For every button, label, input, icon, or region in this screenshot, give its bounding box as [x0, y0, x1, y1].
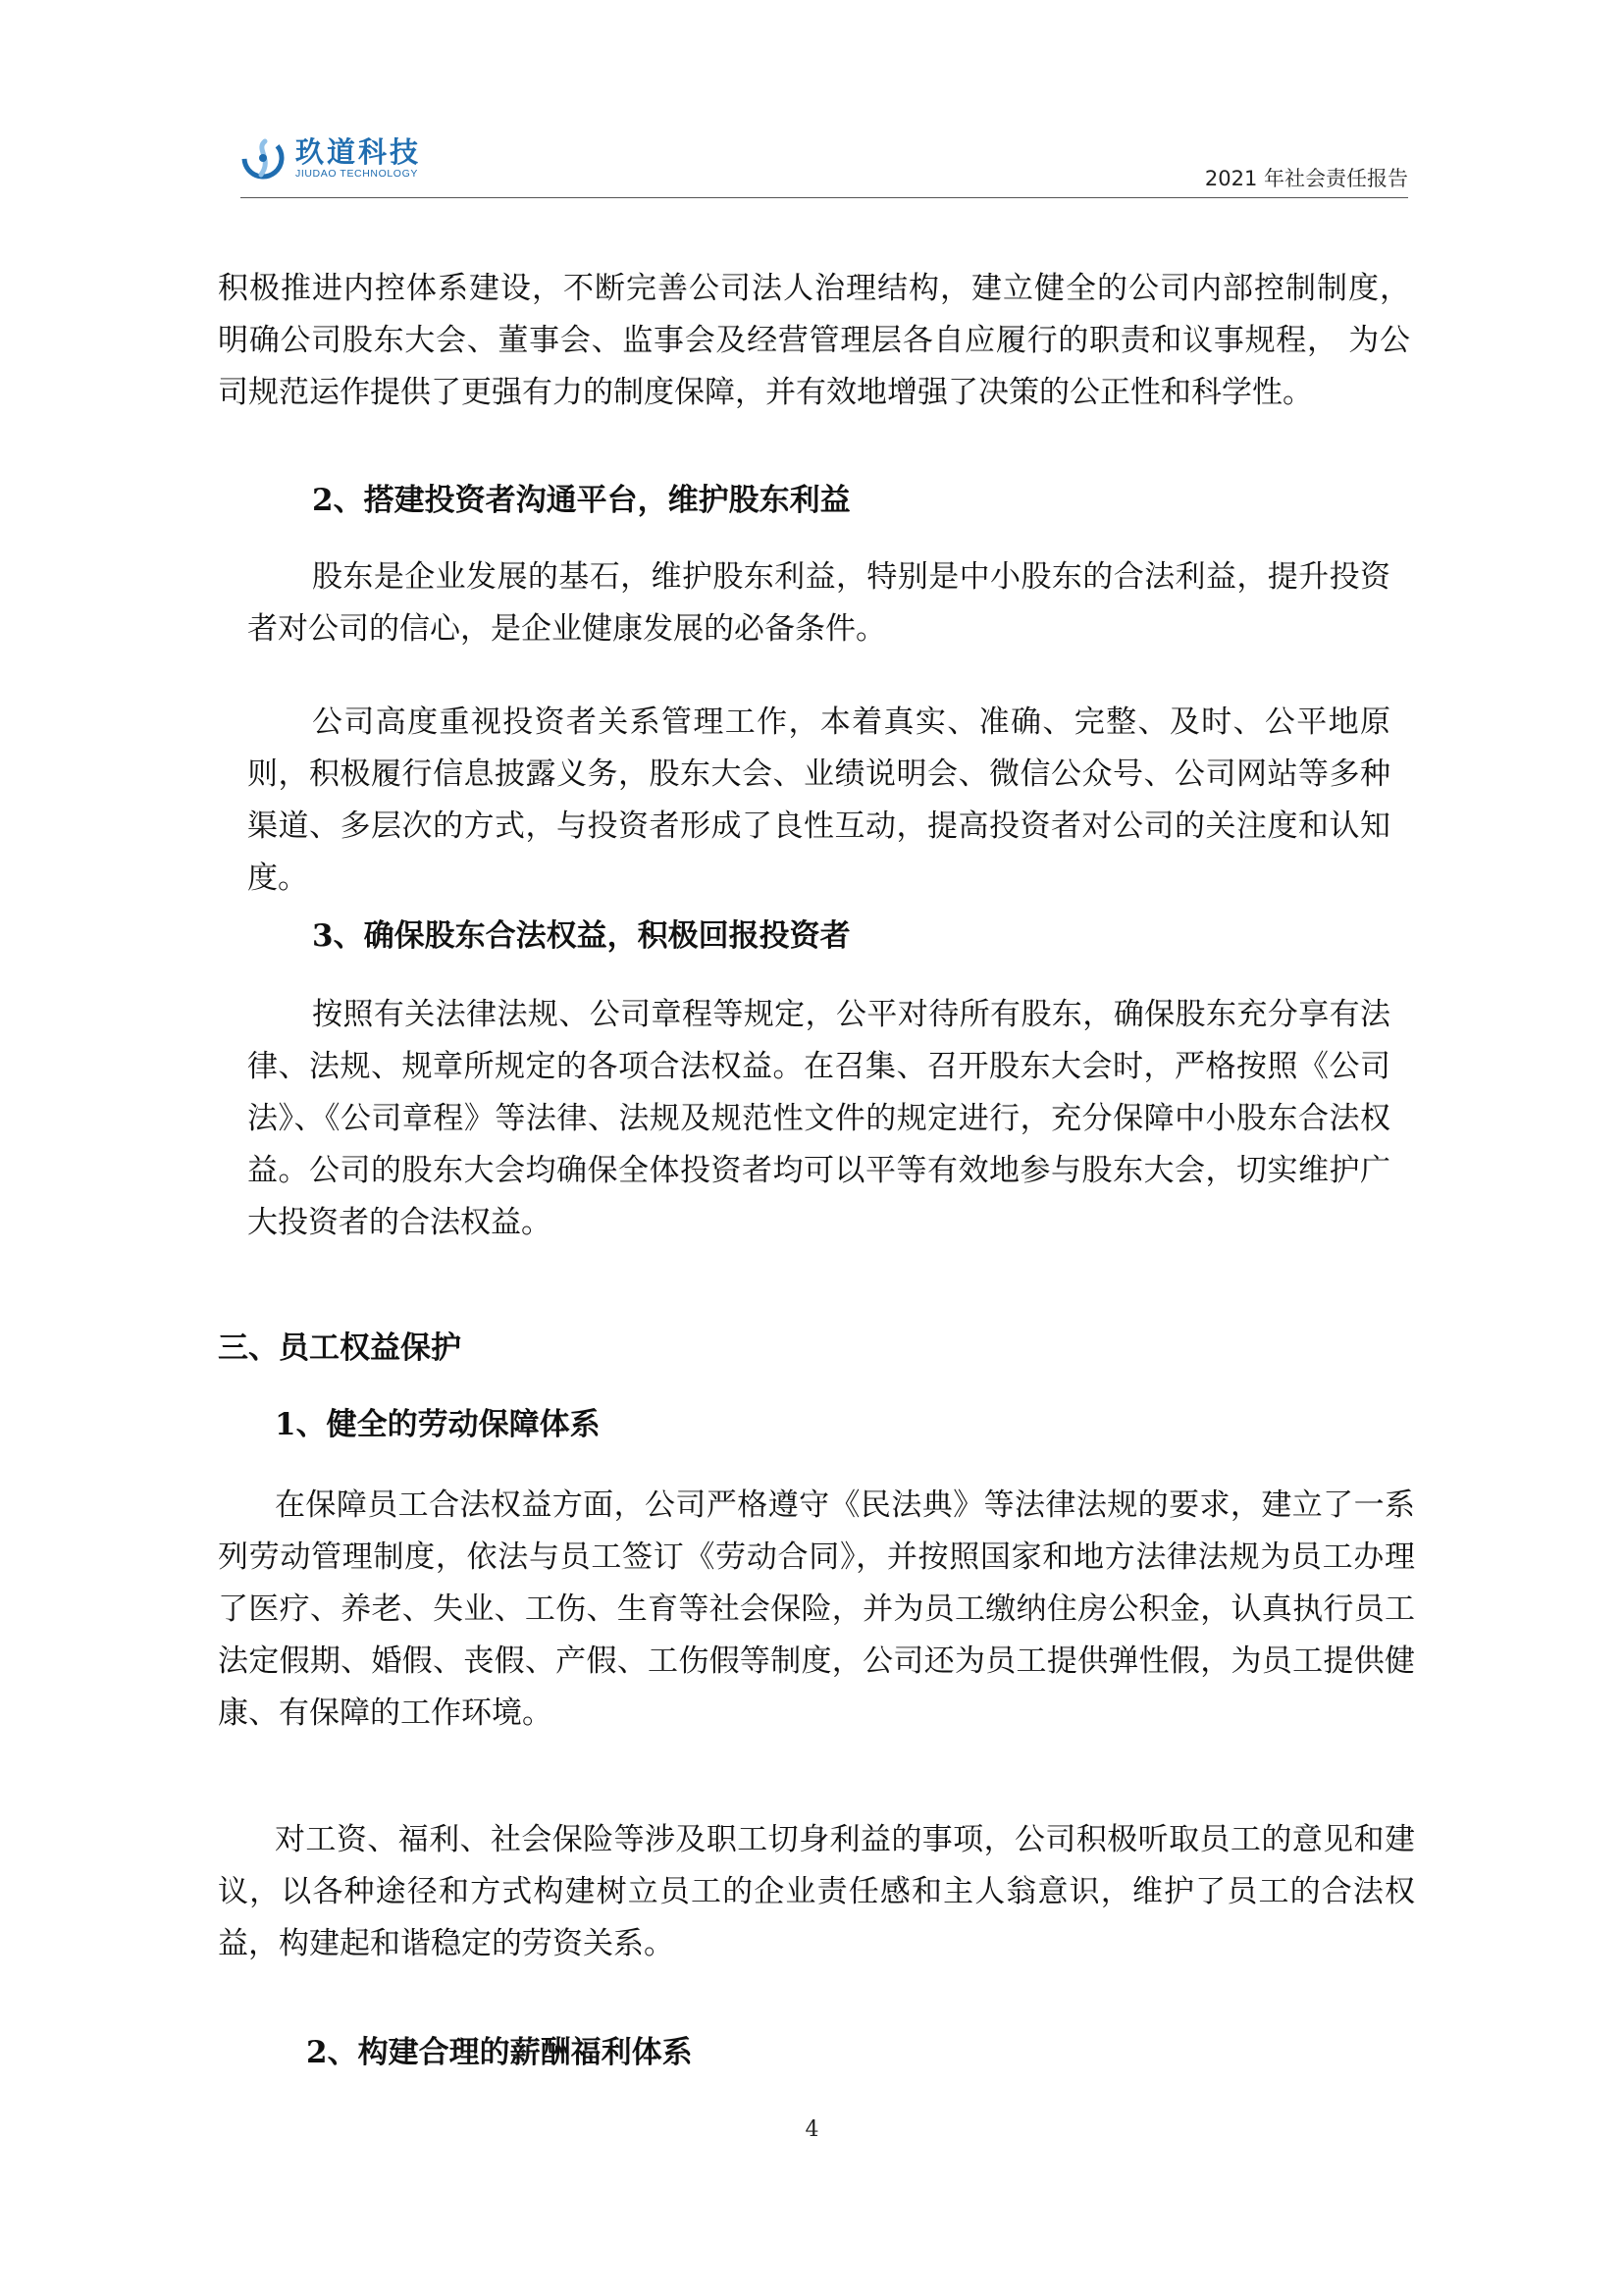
- paragraph-investor-relations: 公司高度重视投资者关系管理工作，本着真实、准确、完整、及时、公平地原则，积极履行信息披露义务，股东大会、业绩说明会、微信公众号、公司网站等多种渠道、多层次的方式，与投资者形成了良性互动，提高投资者对公司的关注度和认知度。: [247, 704, 1390, 896]
- paragraph-shareholder-basis: 股东是企业发展的基石，维护股东利益，特别是中小股东的合法利益，提升投资者对公司的信心，是企业健康发展的必备条件。: [247, 559, 1390, 647]
- logo-chinese-name: 玖道科技: [295, 134, 422, 169]
- heading-compensation-system: 2、构建合理的薪酬福利体系: [306, 2035, 693, 2070]
- paragraph-employee-voice: 对工资、福利、社会保险等涉及职工切身利益的事项，公司积极听取员工的意见和建议，以各种途径和方式构建树立员工的企业责任感和主人翁意识，维护了员工的合法权益，构建起和谐稳定的劳资关系。: [218, 1822, 1415, 1961]
- section-employee-rights: 三、员工权益保护: [218, 1330, 461, 1366]
- page-header: [240, 135, 1408, 204]
- header-divider: [240, 197, 1408, 198]
- logo-english-name: JIUDAO TECHNOLOGY: [295, 167, 418, 180]
- heading-shareholder-rights: 3、确保股东合法权益，积极回报投资者: [312, 918, 851, 954]
- heading-labor-protection: 1、健全的劳动保障体系: [275, 1407, 601, 1442]
- company-logo: [240, 135, 421, 181]
- logo-swirl-icon: [240, 135, 286, 181]
- paragraph-shareholder-rights: 按照有关法律法规、公司章程等规定，公平对待所有股东，确保股东充分享有法律、法规、规章所规定的各项合法权益。在召集、召开股东大会时，严格按照《公司法》、《公司章程》等法律、法规及规范性文件的规定进行，充分保障中小股东合法权益。公司的股东大会均确保全体投资者均可以平等有效地参与股东大会，切实维护广大投资者的合法权益。: [247, 997, 1390, 1240]
- heading-investor-platform: 2、搭建投资者沟通平台，维护股东利益: [312, 483, 851, 518]
- report-title: 2021 年社会责任报告: [1204, 167, 1408, 190]
- intro-paragraph: 积极推进内控体系建设，不断完善公司法人治理结构，建立健全的公司内部控制制度， 明确公司股东大会、董事会、监事会及经营管理层各自应履行的职责和议事规程， 为公司规范运作提供了更强有力的制度保障，并有效地增强了决策的公正性和科学性。: [218, 271, 1410, 410]
- page-number: 4: [805, 2117, 819, 2142]
- paragraph-labor-protection: 在保障员工合法权益方面，公司严格遵守《民法典》等法律法规的要求，建立了一系列劳动管理制度，依法与员工签订《劳动合同》，并按照国家和地方法律法规为员工办理了医疗、养老、失业、工伤、生育等社会保险，并为员工缴纳住房公积金，认真执行员工法定假期、婚假、丧假、产假、工伤假等制度，公司还为员工提供弹性假，为员工提供健康、有保障的工作环境。: [218, 1487, 1415, 1731]
